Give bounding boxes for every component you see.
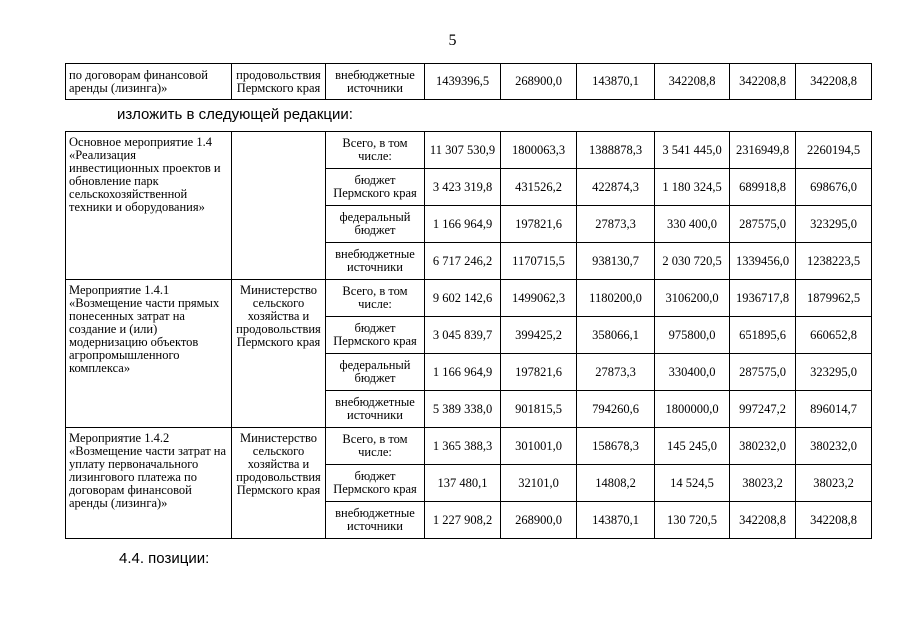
amount-cell: 323295,0	[796, 354, 872, 391]
amount-cell: 358066,1	[577, 317, 655, 354]
amount-cell: 323295,0	[796, 206, 872, 243]
measure-description: Мероприятие 1.4.2 «Возмещение части затрат на уплату первоначального лизингового платежа по договорам финансовой аренды (лизинга)»	[66, 428, 232, 539]
amount-cell: 997247,2	[730, 391, 796, 428]
amount-cell: 330400,0	[655, 354, 730, 391]
amount-cell: 301001,0	[501, 428, 577, 465]
amount-cell: 330 400,0	[655, 206, 730, 243]
amount-cell: 1180200,0	[577, 280, 655, 317]
top-row-source: внебюджетные источники	[326, 64, 425, 100]
amount-cell: 143870,1	[577, 502, 655, 539]
amount-cell: 380232,0	[730, 428, 796, 465]
amount-cell: 1339456,0	[730, 243, 796, 280]
page-number: 5	[448, 32, 457, 49]
amount-cell: 197821,6	[501, 354, 577, 391]
amount-cell: 287575,0	[730, 206, 796, 243]
amount-cell: 422874,3	[577, 169, 655, 206]
amount-cell: 3106200,0	[655, 280, 730, 317]
amount-cell: 1800000,0	[655, 391, 730, 428]
amount-cell: 287575,0	[730, 354, 796, 391]
amount-cell: 3 045 839,7	[425, 317, 501, 354]
amount-cell: 2 030 720,5	[655, 243, 730, 280]
amount-cell: 38023,2	[796, 465, 872, 502]
amount-cell: 27873,3	[577, 354, 655, 391]
funding-source: федеральный бюджет	[326, 206, 425, 243]
funding-source: федеральный бюджет	[326, 354, 425, 391]
amount-cell: 1 166 964,9	[425, 206, 501, 243]
amount-cell: 431526,2	[501, 169, 577, 206]
amount-cell: 5 389 338,0	[425, 391, 501, 428]
top-row	[66, 64, 872, 100]
amount-cell: 1499062,3	[501, 280, 577, 317]
amount-cell: 901815,5	[501, 391, 577, 428]
amount-cell: 6 717 246,2	[425, 243, 501, 280]
top-row-value: 342208,8	[796, 64, 872, 100]
amount-cell: 399425,2	[501, 317, 577, 354]
amount-cell: 11 307 530,9	[425, 132, 501, 169]
amount-cell: 1879962,5	[796, 280, 872, 317]
amount-cell: 938130,7	[577, 243, 655, 280]
top-row-value: 143870,1	[577, 64, 655, 100]
amount-cell: 14808,2	[577, 465, 655, 502]
funding-source: внебюджетные источники	[326, 391, 425, 428]
amount-cell: 1800063,3	[501, 132, 577, 169]
main-table	[65, 131, 872, 539]
table-row	[66, 280, 872, 317]
amount-cell: 1 166 964,9	[425, 354, 501, 391]
amount-cell: 137 480,1	[425, 465, 501, 502]
funding-source: внебюджетные источники	[326, 502, 425, 539]
funding-source: Всего, в том числе:	[326, 428, 425, 465]
top-row-value: 268900,0	[501, 64, 577, 100]
amount-cell: 794260,6	[577, 391, 655, 428]
amount-cell: 342208,8	[796, 502, 872, 539]
amount-cell: 14 524,5	[655, 465, 730, 502]
amount-cell: 1 180 324,5	[655, 169, 730, 206]
funding-source: Всего, в том числе:	[326, 132, 425, 169]
measure-description: Мероприятие 1.4.1 «Возмещение части прямых понесенных затрат на создание и (или) модернизацию объектов агропромышленного комплекса»	[66, 280, 232, 428]
funding-source: бюджет Пермского края	[326, 465, 425, 502]
amount-cell: 896014,7	[796, 391, 872, 428]
funding-source: бюджет Пермского края	[326, 169, 425, 206]
table-row	[66, 132, 872, 169]
amount-cell: 975800,0	[655, 317, 730, 354]
responsible-organization: Министерство сельского хозяйства и продовольствия Пермского края	[232, 280, 326, 428]
amount-cell: 268900,0	[501, 502, 577, 539]
amount-cell: 380232,0	[796, 428, 872, 465]
amount-cell: 1 227 908,2	[425, 502, 501, 539]
amount-cell: 651895,6	[730, 317, 796, 354]
top-row-value: 342208,8	[655, 64, 730, 100]
amount-cell: 130 720,5	[655, 502, 730, 539]
amount-cell: 1 365 388,3	[425, 428, 501, 465]
top-table	[65, 63, 872, 100]
amount-cell: 1170715,5	[501, 243, 577, 280]
paragraph-instruction: изложить в следующей редакции:	[117, 106, 353, 123]
responsible-organization	[232, 132, 326, 280]
amount-cell: 342208,8	[730, 502, 796, 539]
responsible-organization: Министерство сельского хозяйства и продовольствия Пермского края	[232, 428, 326, 539]
funding-source: бюджет Пермского края	[326, 317, 425, 354]
amount-cell: 9 602 142,6	[425, 280, 501, 317]
amount-cell: 27873,3	[577, 206, 655, 243]
amount-cell: 38023,2	[730, 465, 796, 502]
funding-source: внебюджетные источники	[326, 243, 425, 280]
amount-cell: 3 423 319,8	[425, 169, 501, 206]
amount-cell: 3 541 445,0	[655, 132, 730, 169]
amount-cell: 1238223,5	[796, 243, 872, 280]
amount-cell: 145 245,0	[655, 428, 730, 465]
amount-cell: 32101,0	[501, 465, 577, 502]
top-row-organization: продовольствия Пермского края	[232, 64, 326, 100]
paragraph-positions: 4.4. позиции:	[119, 550, 210, 567]
top-row-description: по договорам финансовой аренды (лизинга)»	[66, 64, 232, 100]
amount-cell: 689918,8	[730, 169, 796, 206]
measure-description: Основное мероприятие 1.4 «Реализация инвестиционных проектов и обновление парк сельскохозяйственной техники и оборудования»	[66, 132, 232, 280]
amount-cell: 158678,3	[577, 428, 655, 465]
funding-source: Всего, в том числе:	[326, 280, 425, 317]
amount-cell: 660652,8	[796, 317, 872, 354]
table-row	[66, 428, 872, 465]
top-row-value: 342208,8	[730, 64, 796, 100]
amount-cell: 2260194,5	[796, 132, 872, 169]
amount-cell: 1388878,3	[577, 132, 655, 169]
top-row-value: 1439396,5	[425, 64, 501, 100]
amount-cell: 2316949,8	[730, 132, 796, 169]
amount-cell: 197821,6	[501, 206, 577, 243]
amount-cell: 698676,0	[796, 169, 872, 206]
amount-cell: 1936717,8	[730, 280, 796, 317]
